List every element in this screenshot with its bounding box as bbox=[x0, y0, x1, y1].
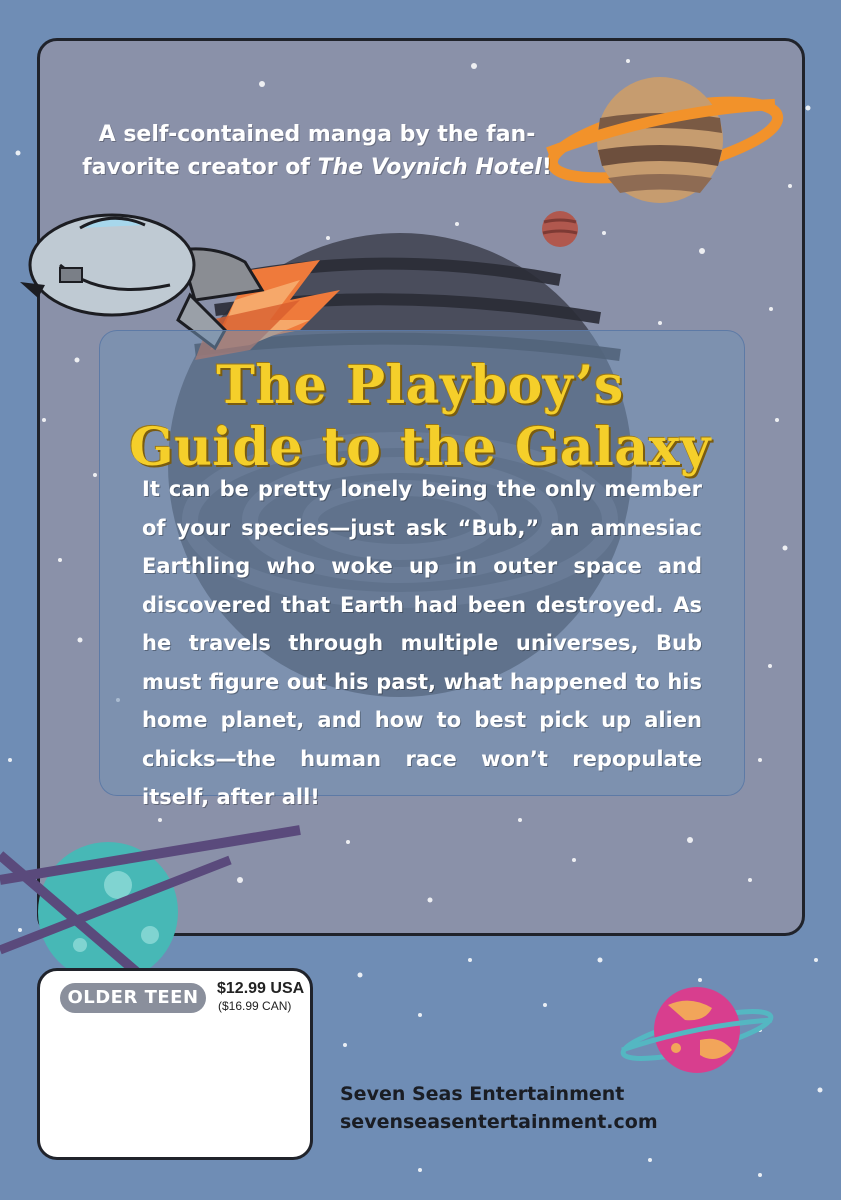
synopsis: It can be pretty lonely being the only member of your species—just ask “Bub,” an amnesiac Earthling who woke up in outer space and discovered that Earth had been destroyed. As he travels through multiple universes, Bub must figure out his past, what happened to his home planet, and how to best pick up alien chicks—the human race won’t repopulate itself, after all! bbox=[142, 477, 702, 809]
tagline-prefix: A self-contained manga by the fan-favorite creator of bbox=[82, 122, 536, 180]
publisher-info bbox=[340, 1080, 658, 1136]
publisher-name: Seven Seas Entertainment bbox=[340, 1083, 625, 1105]
small-red-planet bbox=[542, 211, 578, 247]
teal-planet bbox=[0, 830, 300, 982]
book-title-line-2: Guide to the Galaxy bbox=[129, 417, 711, 478]
price-can: ($16.99 CAN) bbox=[218, 999, 292, 1013]
book-title bbox=[120, 355, 720, 479]
price-usd: $12.99 USA bbox=[217, 980, 305, 997]
book-title-line-1: The Playboy’s bbox=[216, 355, 624, 416]
ringed-planet bbox=[546, 77, 784, 203]
publisher-website: sevenseasentertainment.com bbox=[340, 1111, 658, 1133]
age-rating-badge: OLDER TEEN bbox=[60, 983, 206, 1013]
pink-planet bbox=[620, 987, 775, 1073]
tagline-work-title: The Voynich Hotel bbox=[317, 155, 542, 180]
tagline bbox=[82, 118, 552, 184]
tagline-suffix: ! bbox=[541, 155, 552, 180]
